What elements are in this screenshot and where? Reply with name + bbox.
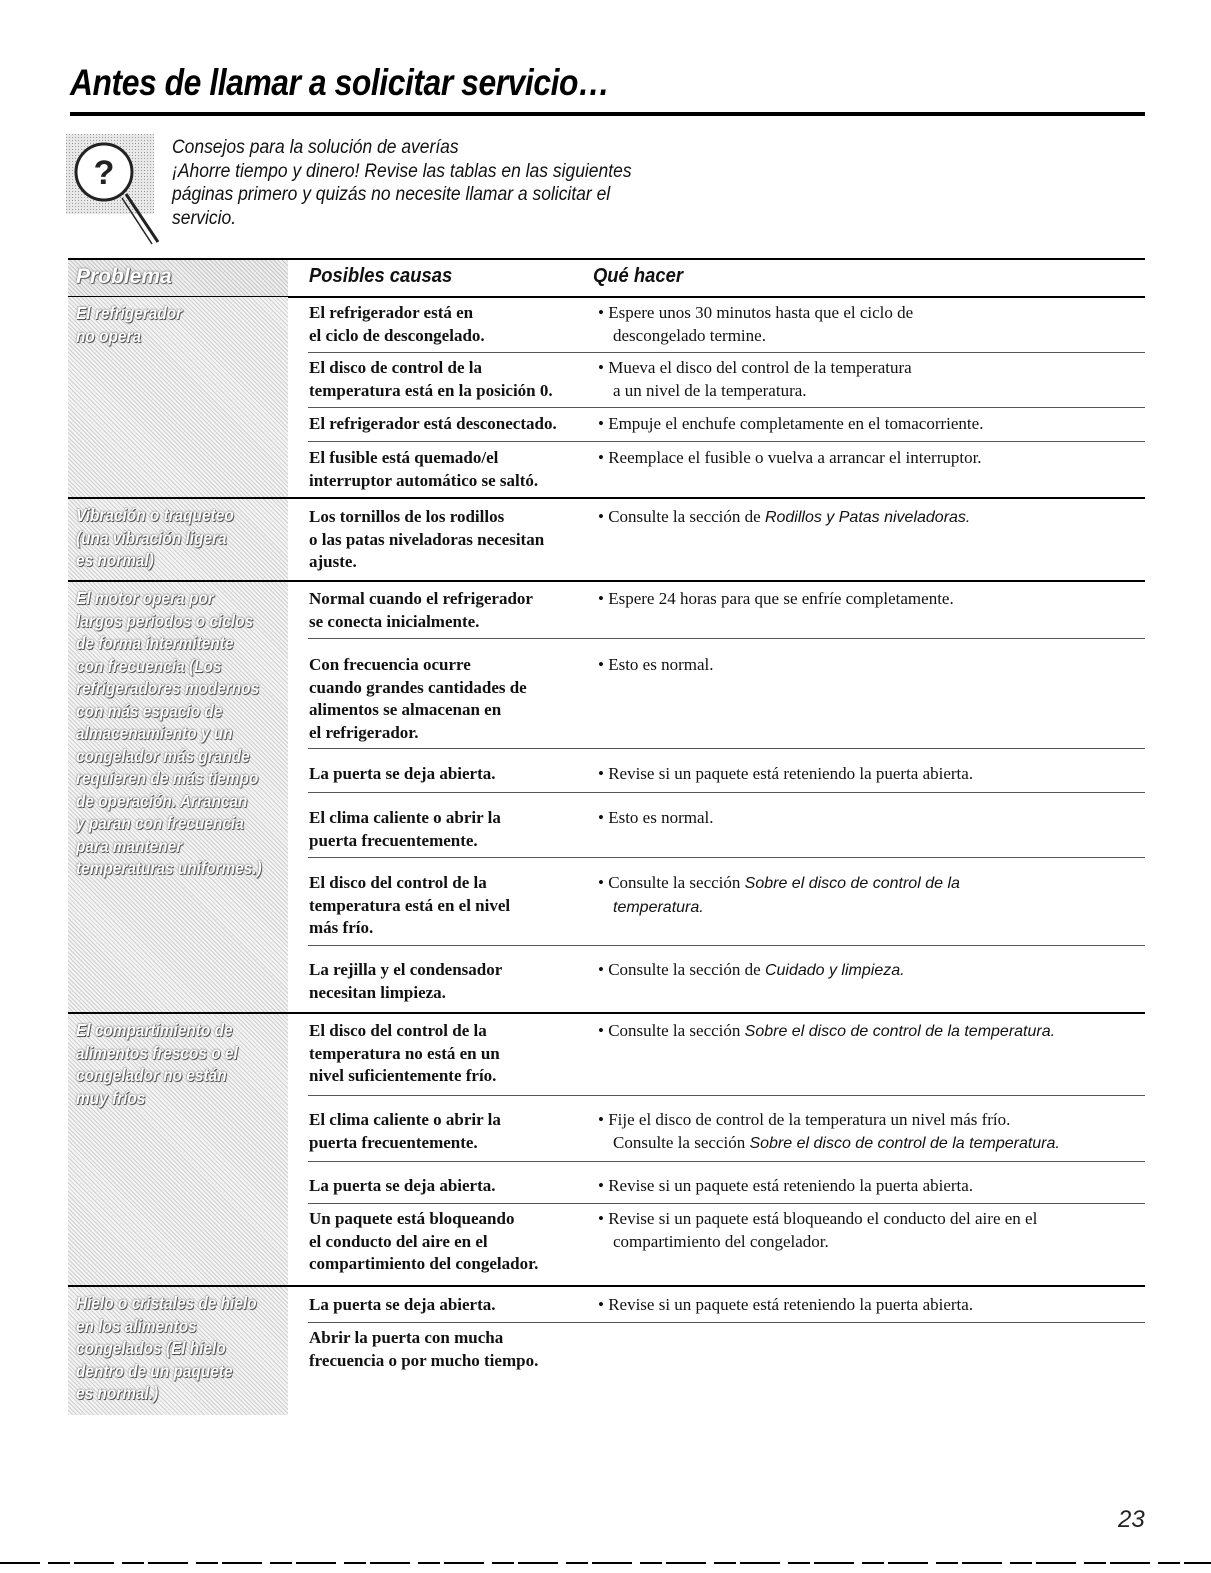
cause-cell	[309, 447, 589, 492]
row-divider	[308, 748, 1145, 749]
row-divider	[308, 792, 1145, 793]
action-cell	[598, 357, 1148, 402]
action-line	[598, 872, 1148, 896]
action-text: • Consulte la sección	[598, 873, 745, 892]
action-cell	[598, 1109, 1148, 1155]
problem-line: de forma intermitente	[76, 633, 234, 653]
cause-line: La rejilla y el condensador	[309, 960, 503, 979]
problem-cell	[68, 499, 288, 580]
cause-line: El disco del control de la	[309, 873, 487, 892]
tips-line: páginas primero y quizás no necesite llamar a solicitar el	[172, 184, 611, 205]
action-line	[598, 896, 1148, 920]
action-cell	[598, 1175, 1148, 1198]
cause-line: compartimiento del congelador.	[309, 1254, 539, 1273]
header-problem-cell	[68, 260, 288, 297]
problem-line: dentro de un paquete	[76, 1360, 233, 1381]
action-text: • Consulte la sección	[598, 1021, 745, 1040]
action-text: • Revise si un paquete está reteniendo la puerta abierta.	[598, 1176, 974, 1195]
cause-cell	[309, 807, 589, 852]
cause-cell	[309, 872, 589, 940]
problem-line: requieren de más tiempo	[76, 768, 259, 788]
action-line	[598, 413, 1148, 436]
cause-line: más frío.	[309, 918, 374, 937]
action-line	[598, 1231, 1148, 1254]
action-line	[598, 380, 1148, 403]
action-cell	[598, 506, 1148, 530]
cause-line: cuando grandes cantidades de	[309, 677, 527, 697]
action-line	[598, 1294, 1148, 1317]
problem-line: con frecuencia (Los	[76, 655, 222, 676]
cause-line: Normal cuando el refrigerador	[309, 589, 533, 608]
problem-line: almacenamiento y un	[76, 723, 233, 743]
cause-line: La puerta se deja abierta.	[309, 1295, 496, 1314]
action-cell	[598, 807, 1148, 830]
row-divider	[308, 1095, 1145, 1096]
cause-cell	[309, 413, 589, 436]
cause-line: puerta frecuentemente.	[309, 1132, 478, 1152]
problem-line: Hielo o cristales de hielo	[76, 1293, 257, 1313]
row-divider	[308, 857, 1145, 858]
action-line	[598, 302, 1148, 325]
problem-cell	[68, 582, 288, 1012]
header-causes: Posibles causas	[309, 265, 453, 287]
row-divider	[308, 407, 1145, 408]
problem-line: con más espacio de	[76, 700, 223, 721]
cause-line: La puerta se deja abierta.	[309, 764, 496, 783]
problem-line: muy fríos	[76, 1087, 146, 1108]
row-divider	[308, 1322, 1145, 1323]
action-text: • Esto es normal.	[598, 808, 714, 827]
action-text: • Espere 24 horas para que se enfríe completamente.	[598, 589, 954, 608]
cause-line: temperatura no está en un	[309, 1043, 500, 1063]
cause-line: El fusible está quemado/el	[309, 448, 499, 467]
header-action: Qué hacer	[593, 265, 684, 287]
cause-line: el ciclo de descongelado.	[309, 325, 485, 345]
problem-line: no opera	[76, 325, 142, 346]
cause-line: Un paquete está bloqueando	[309, 1209, 515, 1228]
cause-line: se conecta inicialmente.	[309, 611, 480, 631]
cause-cell	[309, 506, 589, 574]
action-text: • Mueva el disco del control de la temperatura	[598, 358, 912, 377]
action-cell	[598, 654, 1148, 677]
svg-text:?: ?	[93, 154, 115, 192]
action-line	[598, 1175, 1148, 1198]
cause-cell	[309, 1327, 589, 1372]
action-text: descongelado termine.	[613, 325, 766, 345]
action-text: • Fije el disco de control de la temperatura un nivel más frío.	[598, 1110, 1011, 1129]
cause-cell	[309, 588, 589, 633]
action-line	[598, 447, 1148, 470]
problem-line: El refrigerador	[76, 303, 183, 323]
action-cell	[598, 1294, 1148, 1317]
problem-line: largos periodos o ciclos	[76, 610, 254, 631]
problem-label	[76, 302, 305, 347]
problem-line: alimentos frescos o el	[76, 1042, 238, 1063]
cause-cell	[309, 654, 589, 744]
problem-line: congelador más grande	[76, 745, 250, 766]
cause-line: temperatura está en el nivel	[309, 895, 511, 915]
cause-line: El refrigerador está en	[309, 303, 474, 322]
action-text: • Empuje el enchufe completamente en el tomacorriente.	[598, 414, 984, 433]
action-cell	[598, 872, 1148, 919]
problem-cell	[68, 1287, 288, 1415]
problem-line: El motor opera por	[76, 588, 214, 608]
problem-line: congelador no están	[76, 1065, 227, 1085]
cause-line: El refrigerador está desconectado.	[309, 414, 557, 433]
problem-label	[76, 1019, 305, 1109]
problem-line: de operación. Arrancan	[76, 790, 248, 811]
row-divider	[308, 441, 1145, 442]
problem-line: en los alimentos	[76, 1315, 197, 1336]
question-mark-icon	[66, 128, 166, 248]
problem-line: refrigeradores modernos	[76, 678, 260, 698]
cause-line: El disco del control de la	[309, 1021, 487, 1040]
section-reference: Sobre el disco de control de la temperatura.	[749, 1134, 1060, 1152]
action-cell	[598, 1020, 1148, 1044]
action-cell	[598, 1208, 1148, 1253]
section-reference: Sobre el disco de control de la	[744, 875, 960, 892]
action-cell	[598, 413, 1148, 436]
cause-cell	[309, 1175, 589, 1198]
page-title: Antes de llamar a solicitar servicio…	[70, 62, 610, 103]
action-text: • Espere unos 30 minutos hasta que el ciclo de	[598, 303, 914, 322]
action-line	[598, 1208, 1148, 1231]
section-reference: Rodillos y Patas niveladoras.	[764, 509, 971, 526]
action-text: • Consulte la sección de	[598, 507, 765, 526]
row-divider	[308, 352, 1145, 353]
action-cell	[598, 447, 1148, 470]
cause-line: interruptor automático se saltó.	[309, 470, 539, 490]
cause-line: El clima caliente o abrir la	[309, 1110, 501, 1129]
cause-line: ajuste.	[309, 552, 357, 571]
problem-cell	[68, 1014, 288, 1285]
tips-line: Consejos para la solución de averías	[172, 137, 459, 158]
row-divider	[308, 945, 1145, 946]
problem-line: Vibración o traqueteo	[76, 505, 234, 525]
cause-line: o las patas niveladoras necesitan	[309, 529, 545, 549]
cause-line: puerta frecuentemente.	[309, 830, 478, 850]
cause-line: La puerta se deja abierta.	[309, 1176, 496, 1195]
bottom-border	[0, 1562, 1211, 1564]
cause-cell	[309, 1294, 589, 1317]
section-reference: temperatura.	[613, 898, 704, 916]
row-divider	[308, 1203, 1145, 1204]
cause-line: el conducto del aire en el	[309, 1231, 488, 1251]
problem-line: es normal.)	[76, 1383, 159, 1403]
problem-label	[76, 587, 305, 880]
problem-label	[76, 504, 305, 572]
cause-cell	[309, 302, 589, 347]
action-text: • Esto es normal.	[598, 655, 714, 674]
row-divider	[308, 1161, 1145, 1162]
action-line	[598, 325, 1148, 348]
cause-line: El disco de control de la	[309, 358, 482, 377]
row-divider	[308, 638, 1145, 639]
cause-line: necesitan limpieza.	[309, 982, 446, 1002]
cause-cell	[309, 1020, 589, 1088]
cause-line: frecuencia o por mucho tiempo.	[309, 1350, 539, 1370]
cause-line: Abrir la puerta con mucha	[309, 1328, 504, 1347]
action-text: a un nivel de la temperatura.	[613, 380, 807, 400]
problem-line: (una vibración ligera	[76, 527, 227, 548]
cause-cell	[309, 763, 589, 786]
cause-cell	[309, 1208, 589, 1276]
cause-line: el refrigerador.	[309, 722, 419, 742]
problem-line: para mantener	[76, 835, 183, 856]
section-reference: Cuidado y limpieza.	[764, 962, 905, 979]
cause-line: nivel suficientemente frío.	[309, 1066, 497, 1085]
action-cell	[598, 959, 1148, 983]
action-text: • Consulte la sección de	[598, 960, 765, 979]
action-text: • Revise si un paquete está bloqueando el conducto del aire en el	[598, 1209, 1038, 1228]
action-line	[598, 807, 1148, 830]
action-line	[598, 654, 1148, 677]
cause-line: El clima caliente o abrir la	[309, 808, 501, 827]
action-cell	[598, 302, 1148, 347]
cause-cell	[309, 1109, 589, 1154]
action-text: compartimiento del congelador.	[613, 1231, 829, 1251]
page-number: 23	[1118, 1506, 1145, 1533]
problem-line: es normal)	[76, 550, 154, 570]
action-text: • Revise si un paquete está reteniendo la puerta abierta.	[598, 1295, 974, 1314]
cause-line: temperatura está en la posición 0.	[309, 380, 553, 400]
action-line	[598, 1109, 1148, 1132]
action-line	[598, 506, 1148, 530]
action-text: • Reemplace el fusible o vuelva a arrancar el interruptor.	[598, 448, 982, 467]
action-line	[598, 763, 1148, 786]
cause-cell	[309, 959, 589, 1004]
tips-text	[172, 136, 687, 230]
action-line	[598, 588, 1148, 611]
tips-line: servicio.	[172, 207, 237, 229]
action-line	[598, 357, 1148, 380]
cause-line: alimentos se almacenan en	[309, 700, 502, 719]
section-reference: Sobre el disco de control de la temperatura.	[744, 1023, 1056, 1040]
problem-line: temperaturas uniformes.)	[76, 858, 262, 878]
problem-cell	[68, 297, 288, 497]
problem-label	[76, 1292, 305, 1405]
problem-line: El compartimiento de	[76, 1020, 233, 1040]
problem-line: congelados (El hielo	[76, 1338, 226, 1358]
action-text: Consulte la sección	[613, 1132, 750, 1152]
problem-line: y paran con frecuencia	[76, 813, 244, 833]
cause-cell	[309, 357, 589, 402]
header-problem: Problema	[76, 265, 172, 288]
cause-line: Con frecuencia ocurre	[309, 655, 471, 674]
action-line	[598, 1020, 1148, 1044]
action-line	[598, 959, 1148, 983]
action-line	[598, 1132, 1148, 1156]
action-text: • Revise si un paquete está reteniendo la puerta abierta.	[598, 764, 974, 783]
tips-line: ¡Ahorre tiempo y dinero! Revise las tablas en las siguientes	[172, 160, 632, 182]
cause-line: Los tornillos de los rodillos	[309, 507, 505, 526]
action-cell	[598, 588, 1148, 611]
action-cell	[598, 763, 1148, 786]
title-rule	[70, 112, 1145, 116]
